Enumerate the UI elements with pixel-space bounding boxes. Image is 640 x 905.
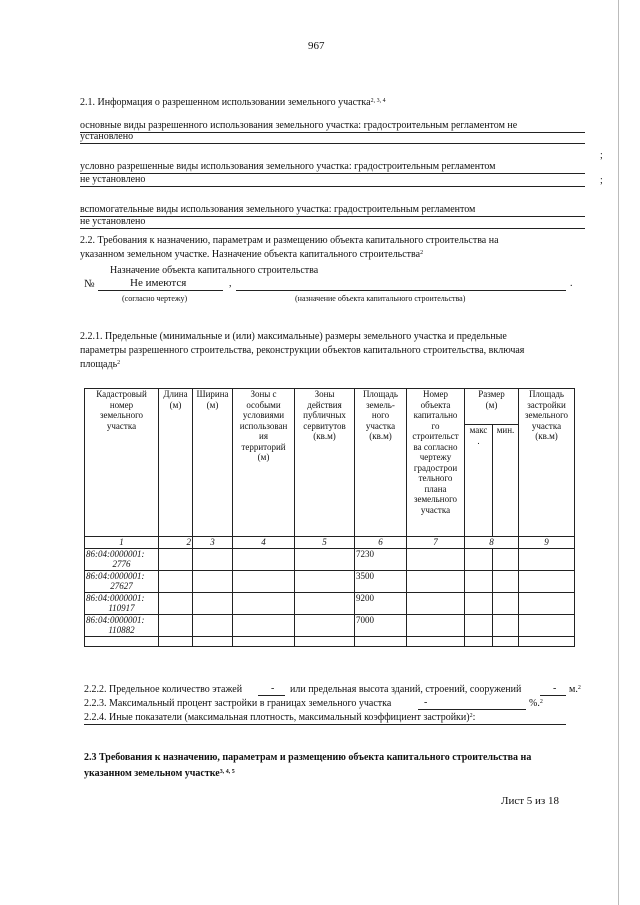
parameters-table [84,388,575,647]
number-sign: № [84,278,95,290]
table-row [85,614,575,636]
cadastral-number: 86:04:0000001: 2776 [85,548,159,570]
header-size-max: макс . [465,425,493,537]
underline [80,228,585,229]
scan-edge-line [618,0,619,905]
underline [80,143,585,144]
index-cell: 9 [519,537,575,549]
header-built-area: Площадь застройки земельного участка (кв.м) [519,389,575,537]
coverage-unit: %.$^2$ [529,698,543,709]
height-unit: м.$^2$ [569,684,581,695]
header-width: Ширина (м) [193,389,233,537]
index-cell: 6 [355,537,407,549]
plot-area: 9200 [355,592,407,614]
max-height-label: или предельная высота зданий, строений, сооружений [290,684,522,695]
hint-according-drawing: (согласно чертежу) [122,294,188,303]
header-object-number: Номер объекта капитально го строительст ва согласно чертежу градострои тельного плана земельного участка [407,389,465,537]
main-uses-line1: основные виды разрешенного использования земельного участка: градостроительным регламентом не [80,120,518,131]
table-row [85,592,575,614]
underline [80,186,585,187]
margin-mark: ; [600,150,603,161]
cadastral-number: 86:04:0000001: 27627 [85,570,159,592]
underline [540,695,566,696]
header-length: Длина (м) [159,389,193,537]
table-row [85,548,575,570]
max-coverage-label: 2.2.3. Максимальный процент застройки в границах земельного участка [84,698,392,709]
page-number: 967 [308,40,325,52]
index-cell: 2 [159,537,193,549]
underline [236,290,566,291]
section-2-2-title-line1: 2.2. Требования к назначению, параметрам и размещению объекта капитального строительства на [80,235,499,246]
underline [80,173,585,174]
sheet-counter: Лист 5 из 18 [501,795,560,807]
comma: , [229,278,232,289]
section-2-3-title-line1: 2.3 Требования к назначению, параметрам и размещению объекта капитального строительства на [84,752,532,763]
table-empty-row [85,636,575,646]
underline [98,290,223,291]
index-cell: 1 [85,537,159,549]
period: . [570,278,573,289]
max-coverage-value: - [424,697,428,708]
purpose-label: Назначение объекта капитального строительства [110,265,319,276]
underline [84,724,566,725]
max-height-value: - [553,683,557,694]
section-2-3-title-line2: указанном земельном участке$^{3, 4, 5}$ [84,768,235,779]
underline [80,132,585,133]
plot-area: 7000 [355,614,407,636]
cadastral-number: 86:04:0000001: 110882 [85,614,159,636]
main-uses-line2: установлено [80,131,134,142]
index-cell: 4 [233,537,295,549]
header-size: Размер (м) [465,389,519,425]
auxiliary-uses-line1: вспомогательные виды использования земельного участка: градостроительным регламентом [80,204,476,215]
conditional-uses-line2: не установлено [80,174,146,185]
header-plot-area: Площадь земель- ного участка (кв.м) [355,389,407,537]
underline [418,709,526,710]
object-number-value: Не имеются [130,277,187,289]
index-cell: 3 [193,537,233,549]
header-servitude-zones: Зоны действия публичных сервитутов (кв.м) [295,389,355,537]
auxiliary-uses-line2: не установлено [80,216,146,227]
index-cell: 5 [295,537,355,549]
conditional-uses-line1: условно разрешенные виды использования земельного участка: градостроительным регламентом [80,161,496,172]
hint-object-purpose: (назначение объекта капитального строительства) [295,294,466,303]
underline [80,216,585,217]
index-cell: 7 [407,537,465,549]
section-2-2-title-line2: указанном земельном участке. Назначение объекта капитального строительства$^2$ [80,249,424,260]
cadastral-number: 86:04:0000001: 110917 [85,592,159,614]
section-2-2-1-line3: площадь$^2$ [80,359,121,370]
plot-area: 3500 [355,570,407,592]
table-header-row [85,389,575,425]
plot-area: 7230 [355,548,407,570]
index-cell: 8 [465,537,519,549]
max-floors-value: - [271,683,275,694]
other-indicators-label: 2.2.4. Иные показатели (максимальная плотность, максимальный коэффициент застройки)$^2$: [84,712,476,723]
margin-mark: ; [600,175,603,186]
section-2-1-title: 2.1. Информация о разрешенном использовании земельного участка$^{2, 3, 4}$ [80,97,386,108]
section-2-2-1-line2: параметры разрешенного строительства, реконструкции объектов капитального строительства, включая [80,345,525,356]
table-row [85,570,575,592]
table-index-row [85,537,575,549]
header-special-zones: Зоны с особыми условиями использован ия территорий (м) [233,389,295,537]
section-2-2-1-line1: 2.2.1. Предельные (минимальные и (или) максимальные) размеры земельного участка и предельные [80,331,507,342]
underline [258,695,285,696]
max-floors-label: 2.2.2. Предельное количество этажей [84,684,243,695]
header-cadastral: Кадастровый номер земельного участка [85,389,159,537]
header-size-min: мин. [493,425,519,537]
